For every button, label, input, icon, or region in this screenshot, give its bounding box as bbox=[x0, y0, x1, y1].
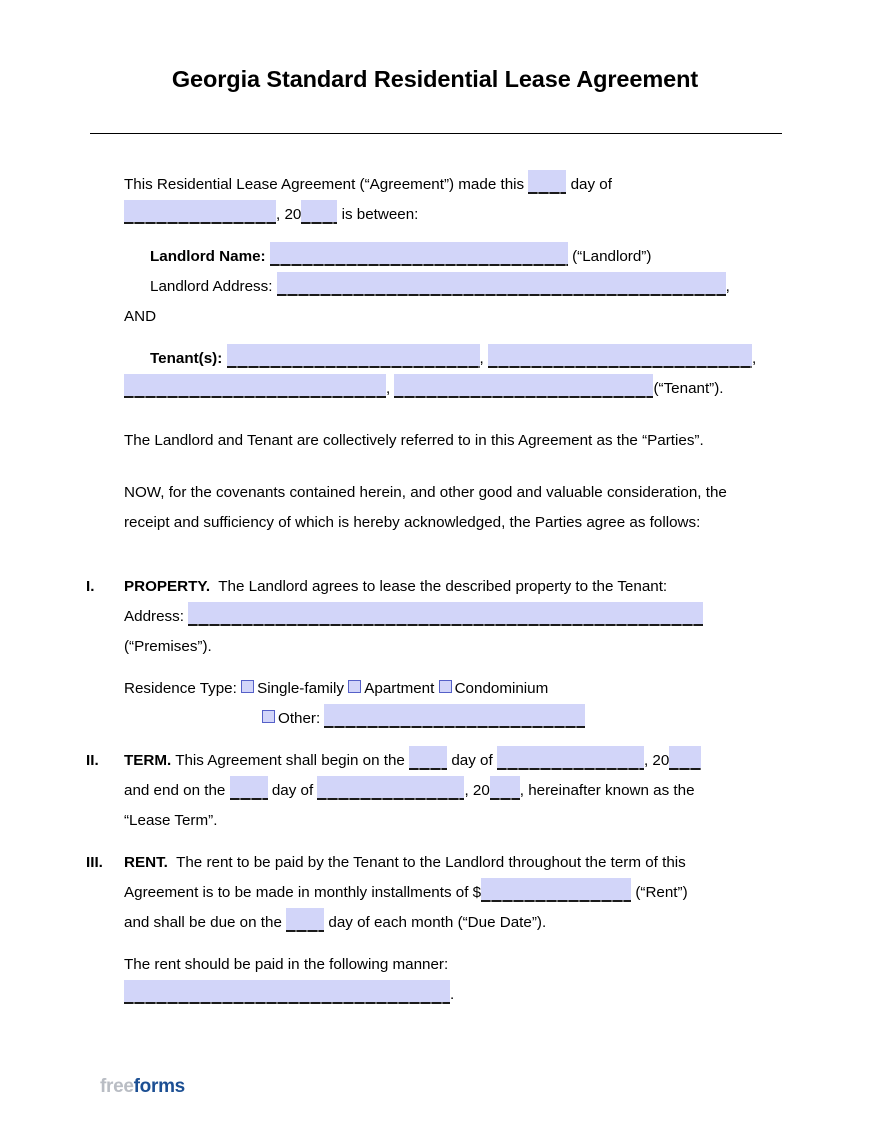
term-row-3 bbox=[124, 806, 784, 836]
term-begin-month-field[interactable] bbox=[497, 746, 644, 770]
document-body bbox=[0, 170, 870, 1010]
rent-manner-period: . bbox=[450, 986, 455, 1003]
intro-line-1 bbox=[124, 170, 870, 200]
residence-type-row bbox=[124, 674, 784, 704]
rent-due-day-field[interactable] bbox=[286, 908, 324, 932]
term-end-month-field[interactable] bbox=[317, 776, 464, 800]
landlord-name-label: Landlord Name: bbox=[150, 248, 266, 265]
checkbox-condominium[interactable] bbox=[439, 680, 452, 693]
section-numeral-1: I. bbox=[86, 578, 95, 595]
spacer bbox=[0, 404, 870, 426]
option-apartment: Apartment bbox=[364, 680, 435, 697]
section-term-head bbox=[124, 746, 779, 776]
term-end-day-field[interactable] bbox=[230, 776, 268, 800]
landlord-name-suffix: (“Landlord”) bbox=[572, 248, 652, 265]
tenant-field-1[interactable] bbox=[227, 344, 480, 368]
spacer bbox=[0, 456, 870, 478]
tenant-sep-1: , bbox=[479, 350, 484, 367]
section-property-head bbox=[124, 572, 779, 602]
intro-text-2: day of bbox=[570, 176, 612, 193]
rent-amount-field[interactable] bbox=[481, 878, 631, 902]
spacer bbox=[0, 332, 870, 344]
premises-text: (“Premises”). bbox=[124, 638, 212, 655]
intro-text-4: is between: bbox=[341, 206, 419, 223]
tenant-field-2[interactable] bbox=[488, 344, 752, 368]
rent-text-a: The rent to be paid by the Tenant to the Landlord throughout the term of this bbox=[176, 854, 686, 871]
rent-text-e: day of each month (“Due Date”). bbox=[328, 914, 547, 931]
section-term bbox=[86, 746, 786, 776]
logo-text-forms: forms bbox=[133, 1076, 185, 1097]
landlord-address-field[interactable] bbox=[277, 272, 726, 296]
tenant-field-3[interactable] bbox=[124, 374, 386, 398]
agreement-day-field[interactable] bbox=[528, 170, 566, 194]
rent-text-b: Agreement is to be made in monthly installments of $ bbox=[124, 884, 482, 901]
agreement-year-field[interactable] bbox=[301, 200, 337, 224]
term-text-c: , 20 bbox=[643, 752, 670, 769]
landlord-address-row bbox=[150, 272, 870, 302]
parties-paragraph: The Landlord and Tenant are collectively referred to in this Agreement as the “Parties”. bbox=[124, 432, 704, 449]
spacer bbox=[0, 230, 870, 242]
term-text-f: , 20 bbox=[464, 782, 490, 799]
option-other-label: Other: bbox=[278, 710, 321, 727]
term-end-year-field[interactable] bbox=[490, 776, 520, 800]
term-text-b: day of bbox=[451, 752, 493, 769]
term-text-g: , hereinafter known as the bbox=[519, 782, 695, 799]
freeforms-logo[interactable] bbox=[100, 1076, 185, 1098]
tenant-field-4[interactable] bbox=[394, 374, 653, 398]
page-title: Georgia Standard Residential Lease Agreement bbox=[171, 66, 699, 92]
section-property bbox=[86, 572, 786, 602]
residence-other-row bbox=[262, 704, 870, 734]
rent-text-c: (“Rent”) bbox=[635, 884, 688, 901]
landlord-name-row bbox=[150, 242, 870, 272]
tenants-row-1 bbox=[150, 344, 870, 374]
spacer bbox=[0, 662, 870, 674]
spacer bbox=[0, 734, 870, 746]
rent-text-d: and shall be due on the bbox=[124, 914, 282, 931]
rent-manner-row bbox=[124, 950, 784, 980]
term-begin-day-field[interactable] bbox=[409, 746, 447, 770]
tenant-sep-2: , bbox=[751, 350, 757, 367]
lease-term-text: “Lease Term”. bbox=[124, 812, 218, 829]
tenants-label: Tenant(s): bbox=[150, 350, 223, 367]
residence-type-label: Residence Type: bbox=[124, 680, 237, 697]
section-numeral-3: III. bbox=[86, 854, 103, 871]
checkbox-other[interactable] bbox=[262, 710, 275, 723]
spacer bbox=[0, 836, 870, 848]
section-property-heading: PROPERTY. bbox=[124, 578, 211, 595]
section-rent-heading: RENT. bbox=[124, 854, 168, 871]
tenant-suffix: (“Tenant”). bbox=[653, 380, 724, 397]
term-text-e: day of bbox=[271, 782, 314, 799]
rent-manner-text: The rent should be paid in the following manner: bbox=[124, 956, 449, 973]
section-term-heading: TERM. bbox=[124, 752, 172, 769]
term-text-d: and end on the bbox=[124, 782, 226, 799]
rent-manner-field-row bbox=[124, 980, 784, 1010]
section-rent bbox=[86, 848, 786, 878]
residence-other-field[interactable] bbox=[324, 704, 585, 728]
intro-text-3: , 20 bbox=[276, 206, 302, 223]
tenants-row-2 bbox=[124, 374, 870, 404]
landlord-name-field[interactable] bbox=[270, 242, 568, 266]
and-label: AND bbox=[124, 308, 157, 325]
section-property-text: The Landlord agrees to lease the described property to the Tenant: bbox=[218, 578, 668, 595]
term-begin-year-field[interactable] bbox=[669, 746, 701, 770]
agreement-month-field[interactable] bbox=[124, 200, 276, 224]
option-single-family: Single-family bbox=[257, 680, 345, 697]
spacer bbox=[0, 538, 870, 572]
term-row-2 bbox=[124, 776, 784, 806]
tenant-sep-3: , bbox=[386, 380, 391, 397]
premises-row bbox=[124, 632, 784, 662]
section-numeral-2: II. bbox=[86, 752, 99, 769]
logo-text-free: free bbox=[100, 1076, 134, 1097]
checkbox-single-family[interactable] bbox=[241, 680, 254, 693]
intro-line-2 bbox=[124, 200, 870, 230]
rent-row-3 bbox=[124, 908, 784, 938]
spacer bbox=[0, 938, 870, 950]
property-address-field[interactable] bbox=[188, 602, 703, 626]
property-address-row bbox=[124, 602, 784, 632]
property-address-label: Address: bbox=[124, 608, 184, 625]
landlord-address-label: Landlord Address: bbox=[150, 278, 273, 295]
intro-text-1: This Residential Lease Agreement (“Agreement”) made this bbox=[124, 176, 525, 193]
rent-row-2 bbox=[124, 878, 784, 908]
section-rent-head bbox=[124, 848, 779, 878]
landlord-address-suffix: , bbox=[725, 278, 730, 295]
and-row bbox=[124, 302, 870, 332]
option-condominium: Condominium bbox=[454, 680, 549, 697]
checkbox-apartment[interactable] bbox=[348, 680, 361, 693]
term-text-a: This Agreement shall begin on the bbox=[175, 752, 405, 769]
now-paragraph: NOW, for the covenants contained herein, and other good and valuable consideration, the receipt and sufficiency of which is hereby acknowledged, the Parties agree as follows: bbox=[124, 484, 727, 531]
title-divider bbox=[90, 133, 782, 134]
rent-manner-field[interactable] bbox=[124, 980, 450, 1004]
